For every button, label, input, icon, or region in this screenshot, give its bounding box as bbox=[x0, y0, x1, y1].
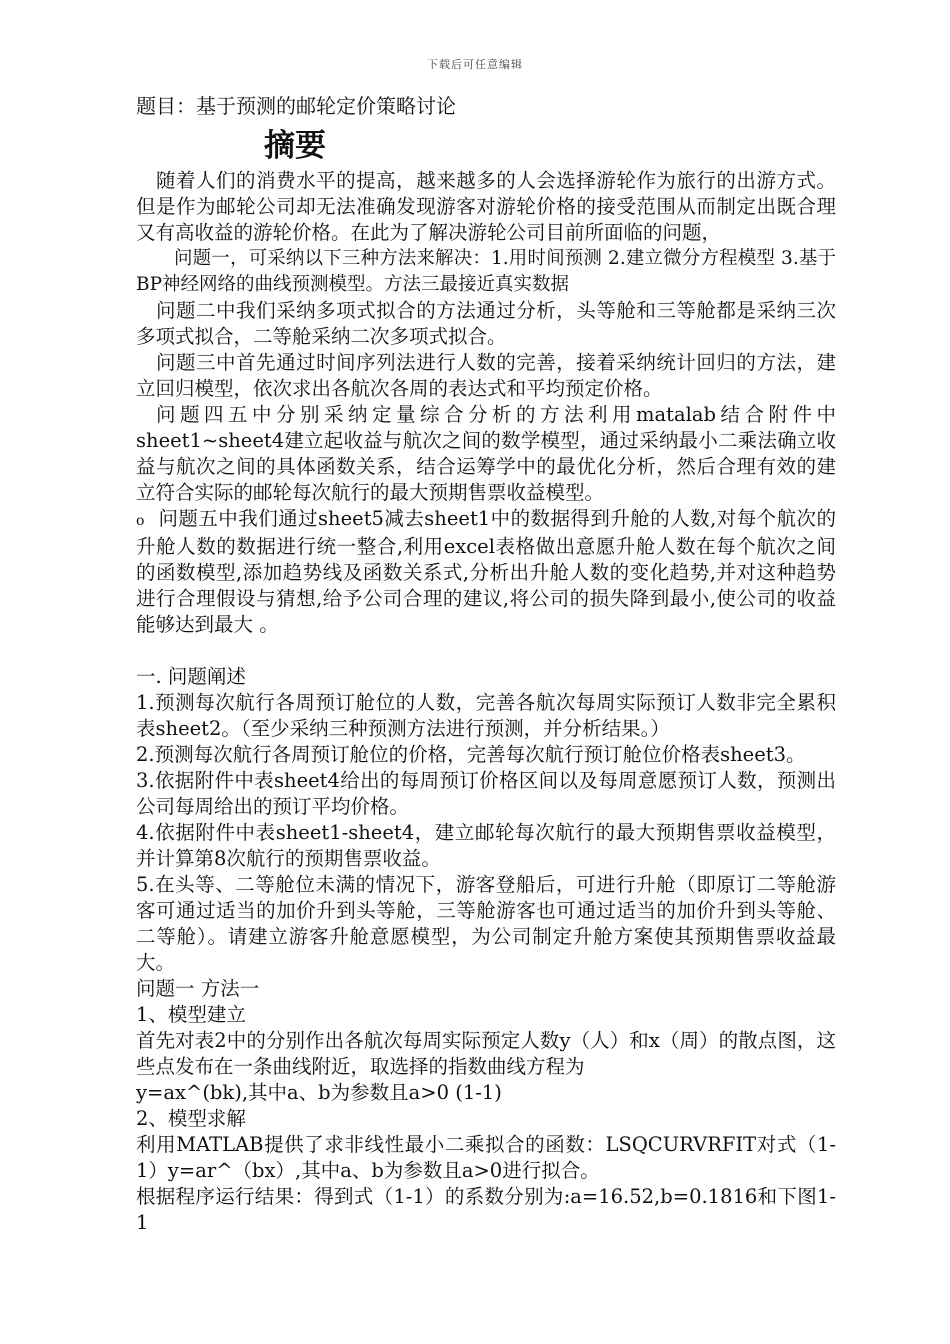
abstract-paragraph-q5 bbox=[136, 506, 836, 638]
problem-item-4: 4.依据附件中表sheet1-sheet4，建立邮轮每次航行的最大预期售票收益模型，并计算第8次航行的预期售票收益。 bbox=[136, 821, 836, 870]
abstract-paragraph-q45: 问题四五中分别采纳定量综合分析的方法利用matalab结合附件中sheet1~sheet4建立起收益与航次之间的数学模型，通过采纳最小二乘法确立收益与航次之间的具体函数关系，结合运筹学中的最优化分析，然后合理有效的建立符合实际的邮轮每次航行的最大预期售票收益模型。 bbox=[136, 403, 836, 504]
abstract-paragraph-q1: 问题一，可采纳以下三种方法来解决：1.用时间预测 2.建立微分方程模型 3.基于BP神经网络的曲线预测模型。方法三最接近真实数据 bbox=[136, 248, 836, 295]
page-header-note: 下载后可任意编辑 bbox=[427, 58, 523, 71]
bullet-mark: o bbox=[136, 513, 145, 529]
step1-text: 首先对表2中的分别作出各航次每周实际预定人数y（人）和x（周）的散点图，这些点发布在一条曲线附近，取选择的指数曲线方程为 bbox=[136, 1029, 836, 1078]
step2-text: 利用MATLAB提供了求非线性最小二乘拟合的函数：LSQCURVRFIT对式（1-1）y=ar^（bx）,其中a、b为参数且a>0进行拟合。 bbox=[136, 1133, 836, 1182]
spacer bbox=[136, 638, 836, 664]
problem-item-2: 2.预测每次航行各周预订舱位的价格，完善每次航行预订舱位价格表sheet3。 bbox=[136, 743, 806, 766]
method-heading: 问题一 方法一 bbox=[136, 977, 260, 1000]
document-body bbox=[136, 92, 836, 1236]
abstract-heading: 摘要 bbox=[264, 128, 326, 164]
step2-heading: 2、模型求解 bbox=[136, 1107, 246, 1130]
step1-heading: 1、模型建立 bbox=[136, 1003, 246, 1026]
abstract-paragraph-q3: 问题三中首先通过时间序列法进行人数的完善，接着采纳统计回归的方法，建立回归模型，依次求出各航次各周的表达式和平均预定价格。 bbox=[136, 351, 836, 400]
problem-item-3: 3.依据附件中表sheet4给出的每周预订价格区间以及每周意愿预订人数，预测出公司每周给出的预订平均价格。 bbox=[136, 769, 836, 818]
document-title: 题目：基于预测的邮轮定价策略讨论 bbox=[136, 94, 456, 118]
step2-result: 根据程序运行结果：得到式（1-1）的系数分别为:a=16.52,b=0.1816和下图1-1 bbox=[136, 1185, 836, 1234]
abstract-paragraph-q5-text: 问题五中我们通过sheet5减去sheet1中的数据得到升舱的人数,对每个航次的升舱人数的数据进行统一整合,利用excel表格做出意愿升舱人数在每个航次之间的函数模型,添加趋势线及函数关系式,分析出升舱人数的变化趋势,并对这种趋势进行合理假设与猜想,给予公司合理的建议,将公司的损失降到最小,使公司的收益能够达到最大 。 bbox=[136, 507, 836, 636]
problem-item-5: 5.在头等、二等舱位未满的情况下，游客登船后，可进行升舱（即原订二等舱游客可通过适当的加价升到头等舱，三等舱游客也可通过适当的加价升到头等舱、二等舱）。请建立游客升舱意愿模型，为公司制定升舱方案使其预期售票收益最大。 bbox=[136, 873, 836, 974]
problem-item-1: 1.预测每次航行各周预订舱位的人数，完善各航次每周实际预订人数非完全累积表sheet2。（至少采纳三种预测方法进行预测，并分析结果。） bbox=[136, 691, 836, 740]
formula-line: y=ax^(bk),其中a、b为参数且a>0 (1-1) bbox=[136, 1081, 502, 1104]
abstract-paragraph-q2: 问题二中我们采纳多项式拟合的方法通过分析，头等舱和三等舱都是采纳三次多项式拟合，二等舱采纳二次多项式拟合。 bbox=[136, 299, 836, 348]
section-heading-problem-statement: 一. 问题阐述 bbox=[136, 665, 246, 688]
abstract-paragraph-intro: 随着人们的消费水平的提高，越来越多的人会选择游轮作为旅行的出游方式。但是作为邮轮公司却无法准确发现游客对游轮价格的接受范围从而制定出既合理又有高收益的游轮价格。在此为了解决游轮公司目前所面临的问题， bbox=[136, 169, 836, 244]
